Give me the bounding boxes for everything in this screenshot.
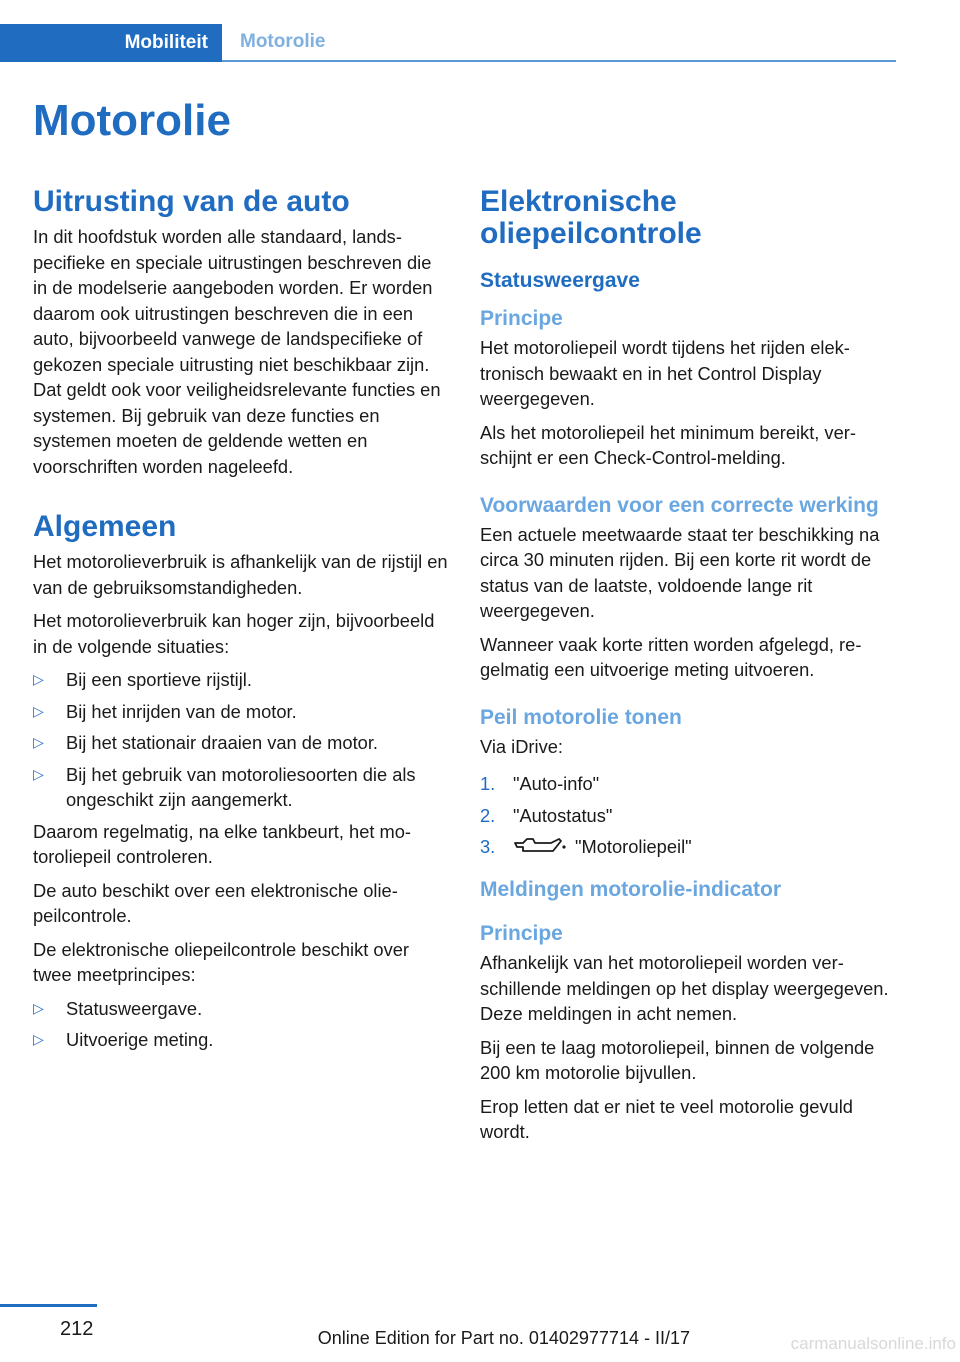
principle-paragraph: Het motoroliepeil wordt tijdens het rijden elektronisch bewaakt en in het Control Display weergegeven. xyxy=(480,337,850,409)
show-heading: Peil motorolie tonen xyxy=(480,705,682,729)
triangle-right-icon: ▷ xyxy=(33,999,44,1016)
general-heading: Algemeen xyxy=(33,510,177,543)
situations-list xyxy=(33,667,449,813)
principles-list xyxy=(33,996,449,1053)
list-item: ▷ Statusweergave. xyxy=(33,996,449,1022)
general-paragraph: Het motorolieverbruik kan hoger zijn, bijvoorbeeld in de volgende situaties: xyxy=(33,610,435,657)
list-item: 3. "Motoroliepeil" xyxy=(480,834,896,861)
show-intro: Via iDrive: xyxy=(480,735,563,757)
conditions-paragraph: Wanneer vaak korte ritten worden afgelegd, regelmatig een uitvoerige meting uitvoeren. xyxy=(480,633,862,680)
elec-heading: Elektronische oliepeilcontrole xyxy=(480,185,702,250)
edition-text: Online Edition for Part no. 01402977714 - II/17 xyxy=(317,1328,690,1348)
right-column xyxy=(480,186,896,1153)
list-item: ▷ Bij het stationair draaien van de motor. xyxy=(33,730,449,756)
section-tab[interactable]: Mobiliteit xyxy=(0,24,222,62)
equipment-text: In dit hoofdstuk worden alle standaard, landspecifieke en speciale uitrustingen beschreven die in de modelserie aangeboden worden. Er worden daarom ook uitrustingen beschreven die in een auto, bijvoorbeeld vanwege de landspecifieke of gekozen speciale uitrusting niet beschikbaar zijn. Dat geldt ook voor veiligheidsrelevante functies en systemen. Bij gebruik van deze functies en systemen moeten de geldende wetten en voorschriften worden nageleefd. xyxy=(33,226,441,477)
equipment-heading: Uitrusting van de auto xyxy=(33,185,350,218)
msg-principle-heading: Principe xyxy=(480,922,563,946)
general-paragraph: Daarom regelmatig, na elke tankbeurt, het motoroliepeil controleren. xyxy=(33,820,412,867)
oil-can-icon xyxy=(513,835,567,862)
list-item: ▷ Uitvoerige meting. xyxy=(33,1027,449,1053)
msg-paragraph: Bij een te laag motoroliepeil, binnen de volgende 200 km motorolie bijvullen. xyxy=(480,1036,875,1084)
page-number: 212 xyxy=(60,1318,94,1340)
status-heading: Statusweergave xyxy=(480,269,640,292)
list-item: ▷ Bij het gebruik van motoroliesoorten die als ongeschikt zijn aangemerkt. xyxy=(33,763,416,810)
general-paragraph: De elektronische oliepeilcontrole beschikt over twee meetprincipes: xyxy=(33,938,409,985)
footer-rule xyxy=(0,1304,97,1307)
triangle-right-icon: ▷ xyxy=(33,765,44,782)
chapter-tab[interactable]: Motorolie xyxy=(240,31,326,52)
msg-paragraph: Erop letten dat er niet te veel motorolie gevuld wordt. xyxy=(480,1095,853,1143)
list-item: 1. "Auto-info" xyxy=(480,773,600,794)
principle-paragraph: Als het motoroliepeil het minimum bereikt, verschijnt er een Check-Control-melding. xyxy=(480,421,856,468)
list-item: ▷ Bij een sportieve rijstijl. xyxy=(33,667,449,693)
conditions-paragraph: Een actuele meetwaarde staat ter beschikking na circa 30 minuten rijden. Bij een korte rit wordt de status van de laatste, voldoende lange rit weergegeven. xyxy=(480,523,880,621)
messages-heading: Meldingen motorolie-indicator xyxy=(480,878,782,902)
triangle-right-icon: ▷ xyxy=(33,671,44,687)
msg-paragraph: Afhankelijk van het motoroliepeil worden verschillende meldingen op het display weergegeven. Deze meldingen in acht nemen. xyxy=(480,952,889,1025)
general-paragraph: De auto beschikt over een elektronische oliepeilcontrole. xyxy=(33,879,398,926)
general-paragraph: Het motorolieverbruik is afhankelijk van de rijstijl en van de gebruiksomstandigheden. xyxy=(33,551,448,598)
triangle-right-icon: ▷ xyxy=(33,734,44,750)
principle-heading: Principe xyxy=(480,307,563,330)
steps-list xyxy=(480,771,896,861)
conditions-heading: Voorwaarden voor een correcte werking xyxy=(480,493,879,517)
page-title: Motorolie xyxy=(33,96,231,145)
list-item: 2. "Autostatus" xyxy=(480,804,613,826)
left-column xyxy=(33,186,449,1059)
triangle-right-icon: ▷ xyxy=(33,1031,44,1047)
header-bar xyxy=(0,24,896,62)
watermark: carmanualsonline.info xyxy=(790,1334,956,1353)
list-item: ▷ Bij het inrijden van de motor. xyxy=(33,699,449,725)
triangle-right-icon: ▷ xyxy=(33,702,44,719)
